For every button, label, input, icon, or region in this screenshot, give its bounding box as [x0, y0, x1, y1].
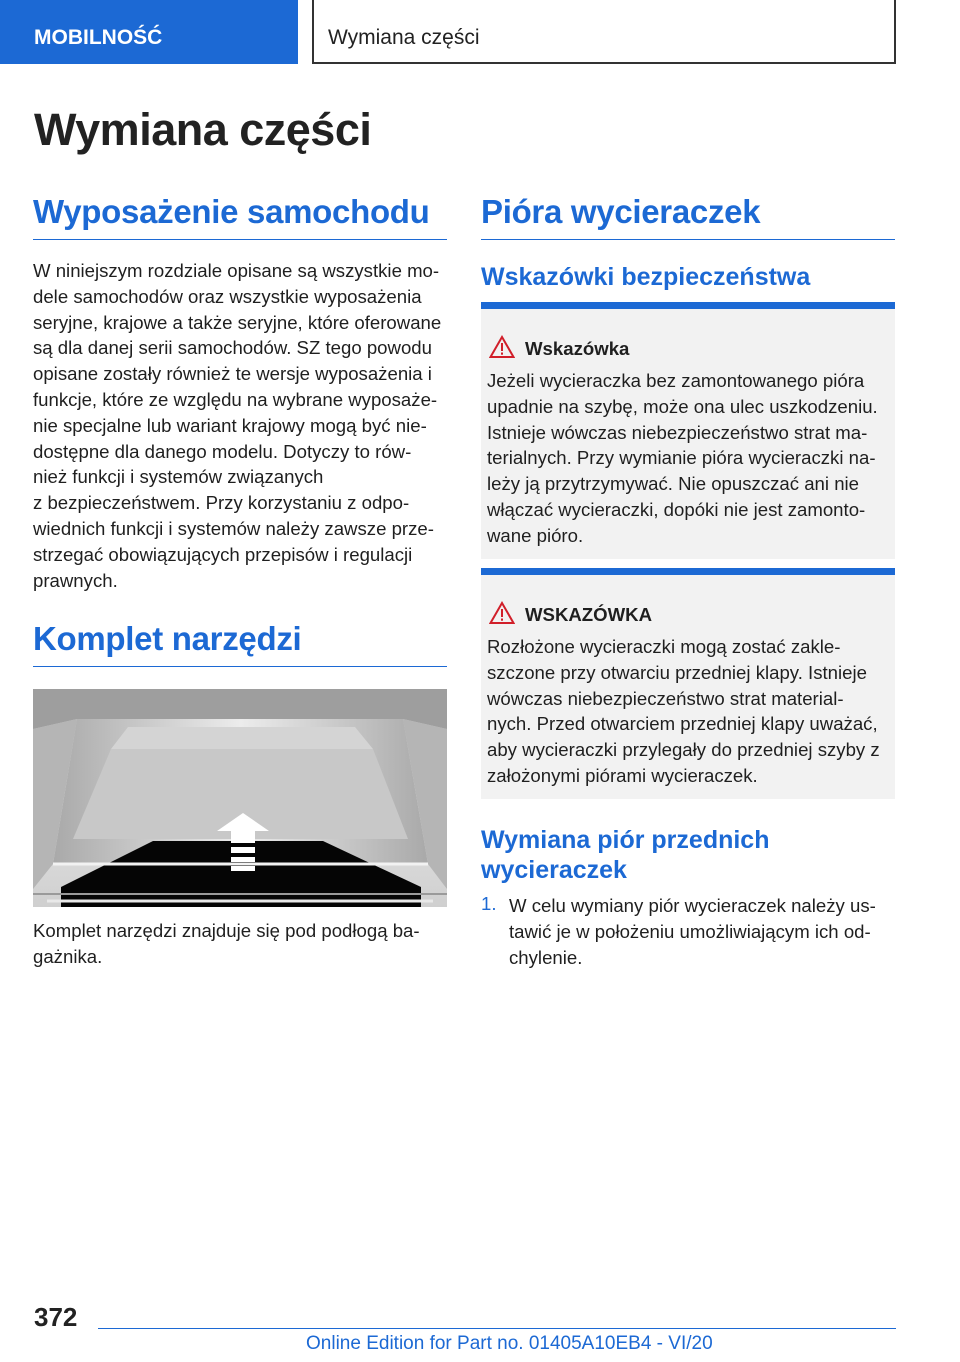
step-text	[509, 893, 895, 970]
text-line: Rozłożone wycieraczki mogą zostać zakle-	[487, 636, 841, 657]
text-line: dostępne dla danego modelu. Dotyczy to rów-	[33, 440, 412, 462]
text-line: z bezpieczeństwem. Przy korzystaniu z odpo-	[33, 492, 410, 514]
text-line: funkcje, które ze względu na wybrane wyposaże-	[33, 388, 438, 410]
text-line: prawnych.	[33, 569, 118, 591]
trunk-floor-illustration	[33, 689, 447, 907]
warning-text	[487, 634, 891, 789]
text-line: wane pióro.	[487, 524, 584, 546]
text-line: wówczas niebezpieczeństwo strat material-	[487, 687, 844, 709]
text-line: założonymi piórami wycieraczek.	[487, 764, 758, 786]
text-line: leży ją przytrzymywać. Nie opuszczać ani nie	[487, 473, 860, 495]
warning-label: WSKAZÓWKA	[525, 604, 653, 625]
section-tab-label: MOBILNOŚĆ	[34, 26, 163, 49]
front-wipers-heading	[481, 825, 895, 885]
warning-text	[487, 368, 891, 549]
page-number: 372	[34, 1302, 78, 1332]
equipment-paragraph	[33, 258, 447, 593]
warning-label: Wskazówka	[525, 338, 630, 359]
warning-box-2	[481, 568, 895, 799]
heading-line: Wymiana piór przednich	[481, 826, 770, 854]
text-line: Istnieje wówczas niebezpieczeństwo strat ma-	[487, 421, 868, 443]
chapter-tab	[312, 0, 896, 64]
text-line: Komplet narzędzi znajduje się pod podłogą ba-	[33, 920, 420, 941]
text-line: włączać wycieraczki, dopóki nie jest zamonto-	[487, 498, 866, 520]
text-line: seryjne, krajowe a także seryjne, które oferowane	[33, 311, 442, 333]
chapter-tab-label: Wymiana części	[328, 26, 480, 49]
text-line: Jeżeli wycieraczka bez zamontowanego pióra	[487, 370, 865, 391]
equipment-heading: Wyposażenie samochodu	[33, 193, 447, 240]
warning-triangle-icon	[489, 601, 515, 625]
trunk-image	[33, 689, 447, 907]
text-line: szczone przy otwarciu przedniej klapy. Istnieje	[487, 661, 867, 683]
step-number: 1.	[481, 893, 497, 914]
text-line: chylenie.	[509, 946, 583, 968]
text-line: W celu wymiany piór wycieraczek należy us-	[509, 895, 876, 916]
text-line: W niniejszym rozdziale opisane są wszystkie mo-	[33, 260, 440, 281]
footer-edition: Online Edition for Part no. 01405A10EB4 - VI/20	[306, 1333, 713, 1354]
warning-box-1	[481, 302, 895, 559]
page-title: Wymiana części	[34, 104, 372, 155]
text-line: wiednich funkcji i systemów należy zawsze prze-	[33, 517, 434, 539]
section-tab	[0, 0, 298, 64]
text-line: nież funkcji i systemów związanych	[33, 466, 324, 488]
toolkit-heading: Komplet narzędzi	[33, 620, 447, 667]
warning-triangle-icon	[489, 335, 515, 359]
text-line: gażnika.	[33, 945, 103, 967]
text-line: nych. Przed otwarciem przedniej klapy uważać,	[487, 713, 878, 735]
safety-notes-heading: Wskazówki bezpieczeństwa	[481, 263, 811, 291]
text-line: terialnych. Przy wymianie pióra wycieraczki na-	[487, 447, 876, 469]
text-line: są dla danej serii samochodów. SZ tego powodu	[33, 337, 432, 359]
text-line: nie specjalne lub wariant krajowy mogą być nie-	[33, 414, 427, 436]
text-line: strzegać obowiązujących przepisów i regulacji	[33, 543, 413, 565]
text-line: tawić je w położeniu umożliwiającym ich od-	[509, 920, 871, 942]
wiper-blades-heading: Pióra wycieraczek	[481, 193, 895, 240]
text-line: upadnie na szybę, może ona ulec uszkodzeniu.	[487, 395, 878, 417]
text-line: opisane zostały również te wersje wyposażenia i	[33, 363, 432, 385]
text-line: aby wycieraczki przylegały do przedniej szyby z	[487, 739, 880, 761]
footer-divider	[98, 1328, 896, 1329]
heading-line: wycieraczek	[481, 856, 627, 884]
toolkit-caption	[33, 918, 447, 970]
text-line: dele samochodów oraz wszystkie wyposażenia	[33, 285, 422, 307]
